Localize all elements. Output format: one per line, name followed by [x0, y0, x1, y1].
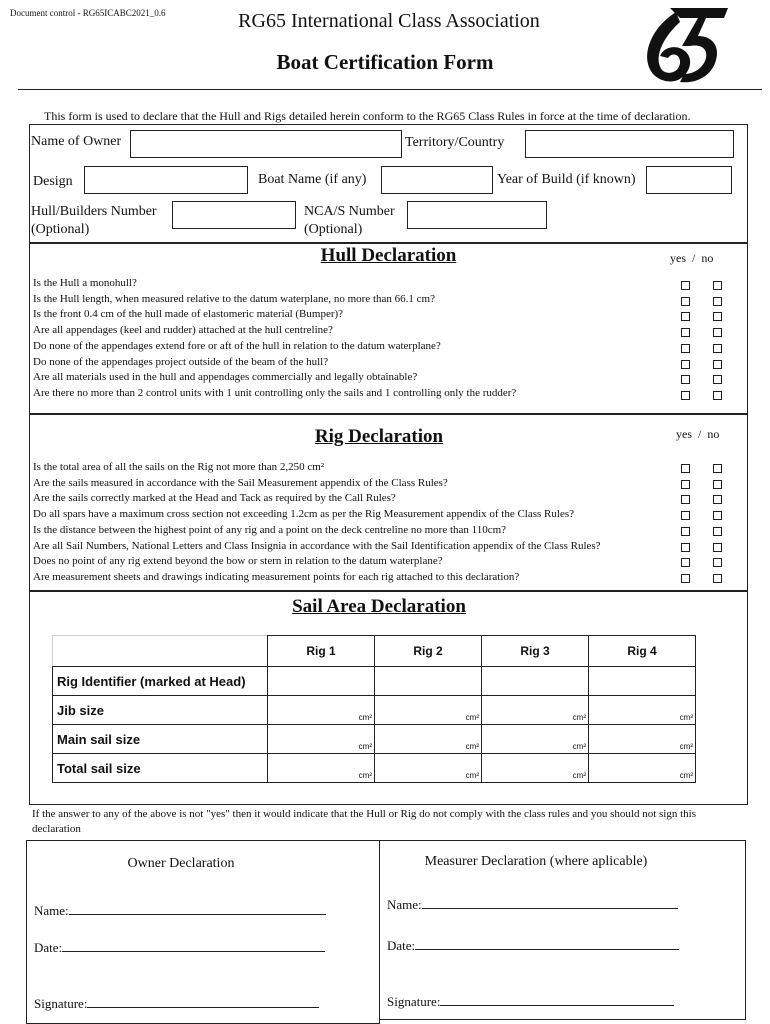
- jib-size-cell[interactable]: cm²: [375, 696, 482, 725]
- hull-number-field[interactable]: [172, 201, 296, 229]
- form-intro-text: This form is used to declare that the Hull and Rigs detailed herein conform to the RG65 Class Rules in force at the time of declaration.: [44, 109, 691, 123]
- rig-no-checkbox[interactable]: [713, 543, 722, 552]
- rig-identifier-cell[interactable]: [268, 667, 375, 696]
- table-row-label: Main sail size: [53, 725, 268, 754]
- main-sail-size-cell[interactable]: cm²: [482, 725, 589, 754]
- rig-no-checkbox[interactable]: [713, 464, 722, 473]
- hull-no-checkbox[interactable]: [713, 375, 722, 384]
- rig-yes-checkbox[interactable]: [681, 558, 690, 567]
- document-control-code: Document control - RG65ICABC2021_0.6: [10, 8, 166, 18]
- hull-declaration-title: Hull Declaration: [320, 245, 457, 266]
- hull-question: Are there no more than 2 control units with 1 unit controlling only the sails and 1 controlling only the rudder?: [33, 386, 517, 399]
- nca-number-label: NCA/S Number (Optional): [304, 204, 395, 237]
- jib-size-cell[interactable]: cm²: [268, 696, 375, 725]
- hull-yes-checkbox[interactable]: [681, 360, 690, 369]
- sail-area-title: Sail Area Declaration: [292, 596, 466, 617]
- total-sail-size-cell[interactable]: cm²: [482, 754, 589, 783]
- hull-no-checkbox[interactable]: [713, 328, 722, 337]
- rig-question: Are measurement sheets and drawings indicating measurement points for each rig attached to this declaration?: [33, 570, 520, 583]
- rig-question: Is the total area of all the sails on the Rig not more than 2,250 cm²: [33, 461, 325, 473]
- compliance-note: If the answer to any of the above is not "yes" then it would indicate that the Hull or Rig do not comply with the class rules and you should not sign this declaration: [32, 808, 696, 835]
- territory-label: Territory/Country: [405, 135, 505, 150]
- table-row-label: Total sail size: [53, 754, 268, 783]
- main-sail-size-cell[interactable]: cm²: [375, 725, 482, 754]
- hull-question: Is the Hull length, when measured relative to the datum waterplane, no more than 66.1 cm?: [33, 292, 435, 305]
- total-sail-size-cell[interactable]: cm²: [268, 754, 375, 783]
- rig-question: Is the distance between the highest point of any rig and a point on the deck centreline no more than 110cm?: [33, 523, 507, 536]
- design-field[interactable]: [84, 166, 248, 194]
- hull-yes-checkbox[interactable]: [681, 281, 690, 290]
- hull-question-list: [33, 276, 516, 402]
- main-sail-size-cell[interactable]: cm²: [589, 725, 696, 754]
- hull-no-checkbox[interactable]: [713, 391, 722, 400]
- hull-yes-checkbox[interactable]: [681, 391, 690, 400]
- rig-question-list: [33, 460, 601, 586]
- measurer-declaration-title: Measurer Declaration (where aplicable): [424, 854, 648, 869]
- owner-signature-line[interactable]: Signature:: [34, 995, 319, 1012]
- rig-no-checkbox[interactable]: [713, 511, 722, 520]
- hull-no-checkbox[interactable]: [713, 312, 722, 321]
- rig-column-header: Rig 2: [375, 636, 482, 667]
- rig-yes-checkbox[interactable]: [681, 511, 690, 520]
- owner-name-line[interactable]: Name:: [34, 902, 326, 919]
- rig-no-checkbox[interactable]: [713, 558, 722, 567]
- hull-yes-checkbox[interactable]: [681, 375, 690, 384]
- rig-yes-no-header: yes / no: [676, 427, 720, 441]
- hull-no-checkbox[interactable]: [713, 281, 722, 290]
- rig-identifier-cell[interactable]: [482, 667, 589, 696]
- rig-yes-checkbox[interactable]: [681, 495, 690, 504]
- total-sail-size-cell[interactable]: cm²: [589, 754, 696, 783]
- jib-size-cell[interactable]: cm²: [589, 696, 696, 725]
- rig-question: Do all spars have a maximum cross section not exceeding 1.2cm as per the Rig Measurement appendix of the Class Rules?: [33, 508, 574, 521]
- rig-no-checkbox[interactable]: [713, 527, 722, 536]
- hull-yes-checkbox[interactable]: [681, 312, 690, 321]
- owner-name-field[interactable]: [130, 130, 402, 158]
- owner-date-line[interactable]: Date:: [34, 939, 325, 956]
- rig-yes-checkbox[interactable]: [681, 543, 690, 552]
- rig-identifier-cell[interactable]: [375, 667, 482, 696]
- boat-name-label: Boat Name (if any): [258, 172, 367, 187]
- owner-label: Name of Owner: [31, 134, 122, 149]
- sail-area-table: [52, 635, 696, 783]
- table-row-label: Rig Identifier (marked at Head): [53, 667, 268, 696]
- rig-no-checkbox[interactable]: [713, 480, 722, 489]
- rig-question: Are all Sail Numbers, National Letters and Class Insignia in accordance with the Sail Identification appendix of the Class Rules?: [33, 539, 601, 552]
- rig-yes-checkbox[interactable]: [681, 527, 690, 536]
- rig-identifier-cell[interactable]: [589, 667, 696, 696]
- rig-declaration-title: Rig Declaration: [314, 426, 444, 447]
- form-title: Boat Certification Form: [276, 50, 494, 74]
- hull-no-checkbox[interactable]: [713, 360, 722, 369]
- hull-no-checkbox[interactable]: [713, 297, 722, 306]
- territory-field[interactable]: [525, 130, 734, 158]
- rg65-logo-icon: [640, 2, 730, 86]
- rig-yes-checkbox[interactable]: [681, 480, 690, 489]
- hull-yes-checkbox[interactable]: [681, 297, 690, 306]
- rig-no-checkbox[interactable]: [713, 574, 722, 583]
- rig-yes-checkbox[interactable]: [681, 574, 690, 583]
- hull-question: Is the Hull a monohull?: [33, 277, 137, 289]
- hull-yes-checkbox[interactable]: [681, 344, 690, 353]
- boat-name-field[interactable]: [381, 166, 493, 194]
- association-name: RG65 International Class Association: [238, 10, 540, 32]
- rig-column-header: Rig 4: [589, 636, 696, 667]
- hull-question: Are all appendages (keel and rudder) attached at the hull centreline?: [33, 324, 333, 337]
- rig-no-checkbox[interactable]: [713, 495, 722, 504]
- nca-number-field[interactable]: [407, 201, 547, 229]
- measurer-date-line[interactable]: Date:: [387, 937, 679, 954]
- header-divider: [18, 89, 762, 90]
- hull-no-checkbox[interactable]: [713, 344, 722, 353]
- hull-yes-no-header: yes / no: [670, 251, 714, 265]
- rig-yes-checkbox[interactable]: [681, 464, 690, 473]
- rig-column-header: Rig 3: [482, 636, 589, 667]
- jib-size-cell[interactable]: cm²: [482, 696, 589, 725]
- hull-yes-checkbox[interactable]: [681, 328, 690, 337]
- year-field[interactable]: [646, 166, 732, 194]
- hull-question: Are all materials used in the hull and appendages commercially and legally obtainable?: [33, 371, 418, 384]
- hull-question: Do none of the appendages extend fore or aft of the hull in relation to the datum waterplane?: [33, 339, 441, 352]
- measurer-signature-line[interactable]: Signature:: [387, 993, 674, 1010]
- total-sail-size-cell[interactable]: cm²: [375, 754, 482, 783]
- rig-column-header: Rig 1: [268, 636, 375, 667]
- measurer-name-line[interactable]: Name:: [387, 896, 678, 913]
- design-label: Design: [33, 174, 73, 189]
- rig-question: Are the sails correctly marked at the Head and Tack as required by the Call Rules?: [33, 492, 396, 505]
- rig-question: Does no point of any rig extend beyond the bow or stern in relation to the datum waterplane?: [33, 555, 443, 568]
- hull-number-label: Hull/Builders Number (Optional): [31, 204, 157, 237]
- year-label: Year of Build (if known): [497, 172, 636, 187]
- rig-question: Are the sails measured in accordance with the Sail Measurement appendix of the Class Rules?: [33, 476, 448, 489]
- hull-question: Do none of the appendages project outside of the beam of the hull?: [33, 355, 329, 368]
- owner-declaration-title: Owner Declaration: [127, 856, 235, 871]
- hull-question: Is the front 0.4 cm of the hull made of elastomeric material (Bumper)?: [33, 308, 344, 321]
- table-row-label: Jib size: [53, 696, 268, 725]
- main-sail-size-cell[interactable]: cm²: [268, 725, 375, 754]
- table-corner-cell: [53, 636, 268, 667]
